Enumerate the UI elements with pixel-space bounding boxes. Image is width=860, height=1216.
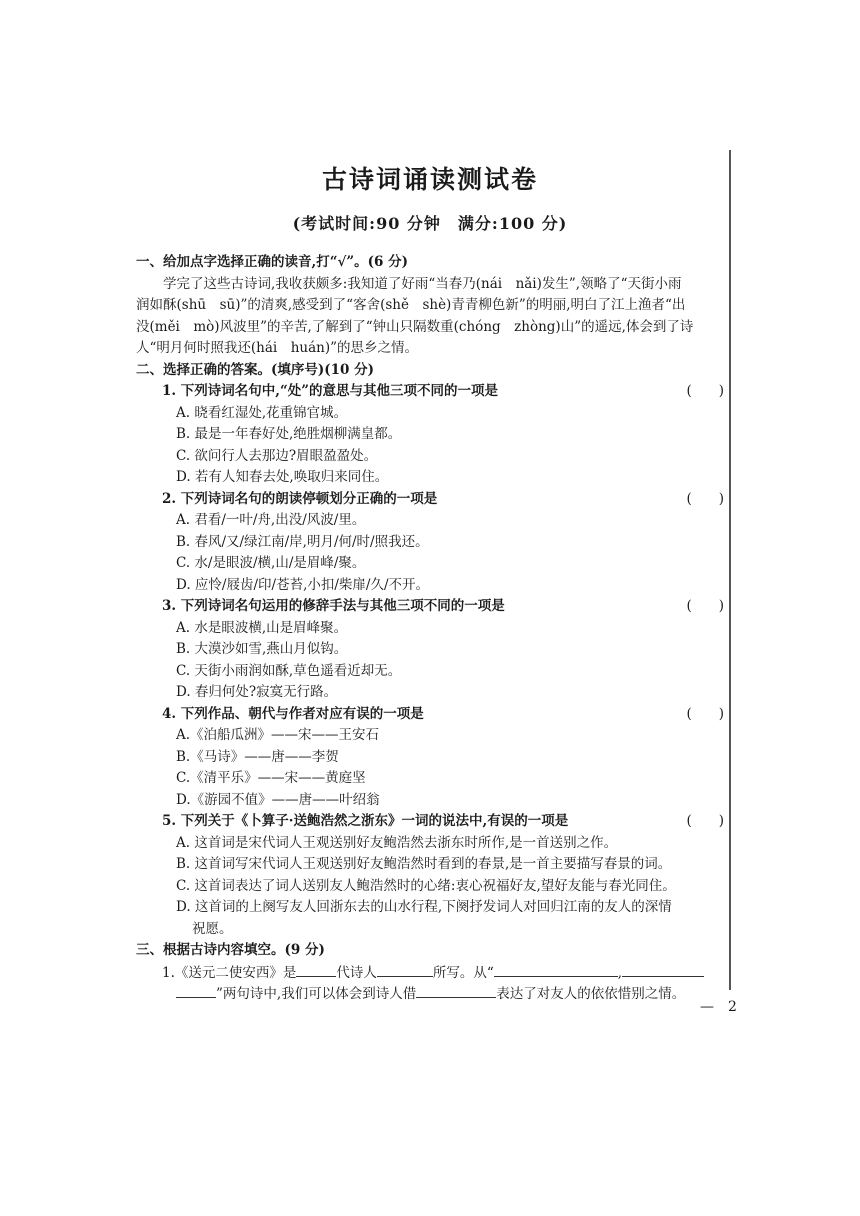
page-title: 古诗词诵读测试卷 xyxy=(321,165,538,194)
question-2-option-d: D. 应怜/屐齿/印/苍苔,小扣/柴扉/久/不开。 xyxy=(176,576,430,593)
fill-text: 所写。从“ xyxy=(432,964,494,981)
answer-paren[interactable]: ( ) xyxy=(686,383,724,399)
blank-verse-2-cont[interactable] xyxy=(176,983,216,998)
exam-content xyxy=(136,252,730,1005)
blank-verse-2[interactable] xyxy=(622,962,704,977)
question-4-option-b: B.《马诗》——唐——李贺 xyxy=(176,748,339,765)
answer-paren[interactable]: ( ) xyxy=(686,598,724,614)
question-1-option-b: B. 最是一年春好处,绝胜烟柳满皇都。 xyxy=(176,426,402,442)
question-4-option-d: D.《游园不值》——唐——叶绍翁 xyxy=(176,791,380,808)
question-3-option-a: A. 水是眼波横,山是眉峰聚。 xyxy=(176,619,348,636)
exam-info: (考试时间:90 分钟 满分:100 分) xyxy=(292,214,568,233)
question-5-option-c: C. 这首词表达了词人送别友人鲍浩然时的心绪:衷心祝福好友,望好友能与春光同住。 xyxy=(176,877,676,894)
question-2-option-a: A. 君看/一叶/舟,出没/风波/里。 xyxy=(176,512,366,528)
fill-question-1-line-2 xyxy=(136,983,730,1005)
section-1-line-4: 人“明月何时照我还(hái huán)”的思乡之情。 xyxy=(136,340,419,356)
question-1-option-d: D. 若有人知春去处,唤取归来同住。 xyxy=(176,469,389,485)
fill-text: ”两句诗中,我们可以体会到诗人借 xyxy=(216,986,417,1002)
fill-text: 1.《送元二使安西》是 xyxy=(162,964,297,981)
question-3-option-d: D. 春归何处?寂寞无行路。 xyxy=(176,684,338,700)
question-5-option-b: B. 这首词写宋代词人王观送别好友鲍浩然时看到的春景,是一首主要描写春景的词。 xyxy=(176,856,672,872)
blank-imagery[interactable] xyxy=(416,983,496,998)
question-1-option-a: A. 晓看红湿处,花重锦官城。 xyxy=(176,404,348,421)
section-1-line-1: 学完了这些古诗词,我收获颇多:我知道了好雨“当春乃(nái nǎi)发生”,领略了“天街小雨 xyxy=(163,275,682,292)
fill-question-1-line-1 xyxy=(136,962,730,984)
question-3-option-b: B. 大漠沙如雪,燕山月似钩。 xyxy=(176,641,348,657)
question-3-stem xyxy=(136,596,730,618)
section-3-heading: 三、根据古诗内容填空。(9 分) xyxy=(136,942,325,958)
section-1-line-3: 没(měi mò)风波里”的辛苦,了解到了“钟山只隔数重(chóng zhòng)山”的遥远,体会到了诗 xyxy=(136,318,694,335)
blank-poet[interactable] xyxy=(377,962,433,977)
fill-text: 表达了对友人的依依惜别之情。 xyxy=(496,986,686,1002)
answer-paren[interactable]: ( ) xyxy=(686,705,724,722)
answer-paren[interactable]: ( ) xyxy=(686,813,724,829)
question-stem-text: 2. 下列诗词名句的朗读停顿划分正确的一项是 xyxy=(162,490,438,507)
section-1-heading: 一、给加点字选择正确的读音,打“√”。(6 分) xyxy=(136,254,408,270)
question-2-option-b: B. 春风/又/绿江南/岸,明月/何/时/照我还。 xyxy=(176,533,429,550)
question-stem-text: 1. 下列诗词名句中,“处”的意思与其他三项不同的一项是 xyxy=(162,383,499,399)
question-stem-text: 4. 下列作品、朝代与作者对应有误的一项是 xyxy=(162,705,424,722)
question-2-stem xyxy=(136,489,730,511)
section-2-heading: 二、选择正确的答案。(填序号)(10 分) xyxy=(136,361,375,378)
question-2-option-c: C. 水/是眼波/横,山/是眉峰/聚。 xyxy=(176,555,366,571)
question-4-option-c: C.《清平乐》——宋——黄庭坚 xyxy=(176,770,366,786)
question-1-option-c: C. 欲问行人去那边?眉眼盈盈处。 xyxy=(176,447,378,464)
question-5-option-d: D. 这首词的上阕写友人回浙东去的山水行程,下阕抒发词人对回归江南的友人的深情 xyxy=(176,899,672,915)
page-number: — 2 xyxy=(700,999,737,1015)
fill-text: 代诗人 xyxy=(336,964,377,981)
question-1-stem xyxy=(136,381,730,403)
blank-verse-1[interactable] xyxy=(494,962,618,977)
answer-paren[interactable]: ( ) xyxy=(686,490,724,507)
question-stem-text: 3. 下列诗词名句运用的修辞手法与其他三项不同的一项是 xyxy=(162,598,505,614)
fill-text: , xyxy=(617,964,623,981)
question-4-stem xyxy=(136,704,730,726)
blank-dynasty[interactable] xyxy=(296,962,336,977)
question-5-option-d-continued: 祝愿。 xyxy=(192,920,233,937)
section-1-line-2: 润如酥(shū sū)”的清爽,感受到了“客舍(shě shè)青青柳色新”的明丽,明白了江上渔者“出 xyxy=(136,297,686,313)
question-5-option-a: A. 这首词是宋代词人王观送别好友鲍浩然去浙东时所作,是一首送别之作。 xyxy=(176,834,618,851)
question-4-option-a: A.《泊船瓜洲》——宋——王安石 xyxy=(176,727,380,743)
question-3-option-c: C. 天街小雨润如酥,草色遥看近却无。 xyxy=(176,662,402,679)
question-stem-text: 5. 下列关于《卜算子·送鲍浩然之浙东》一词的说法中,有误的一项是 xyxy=(162,813,569,829)
question-5-stem xyxy=(136,811,730,833)
